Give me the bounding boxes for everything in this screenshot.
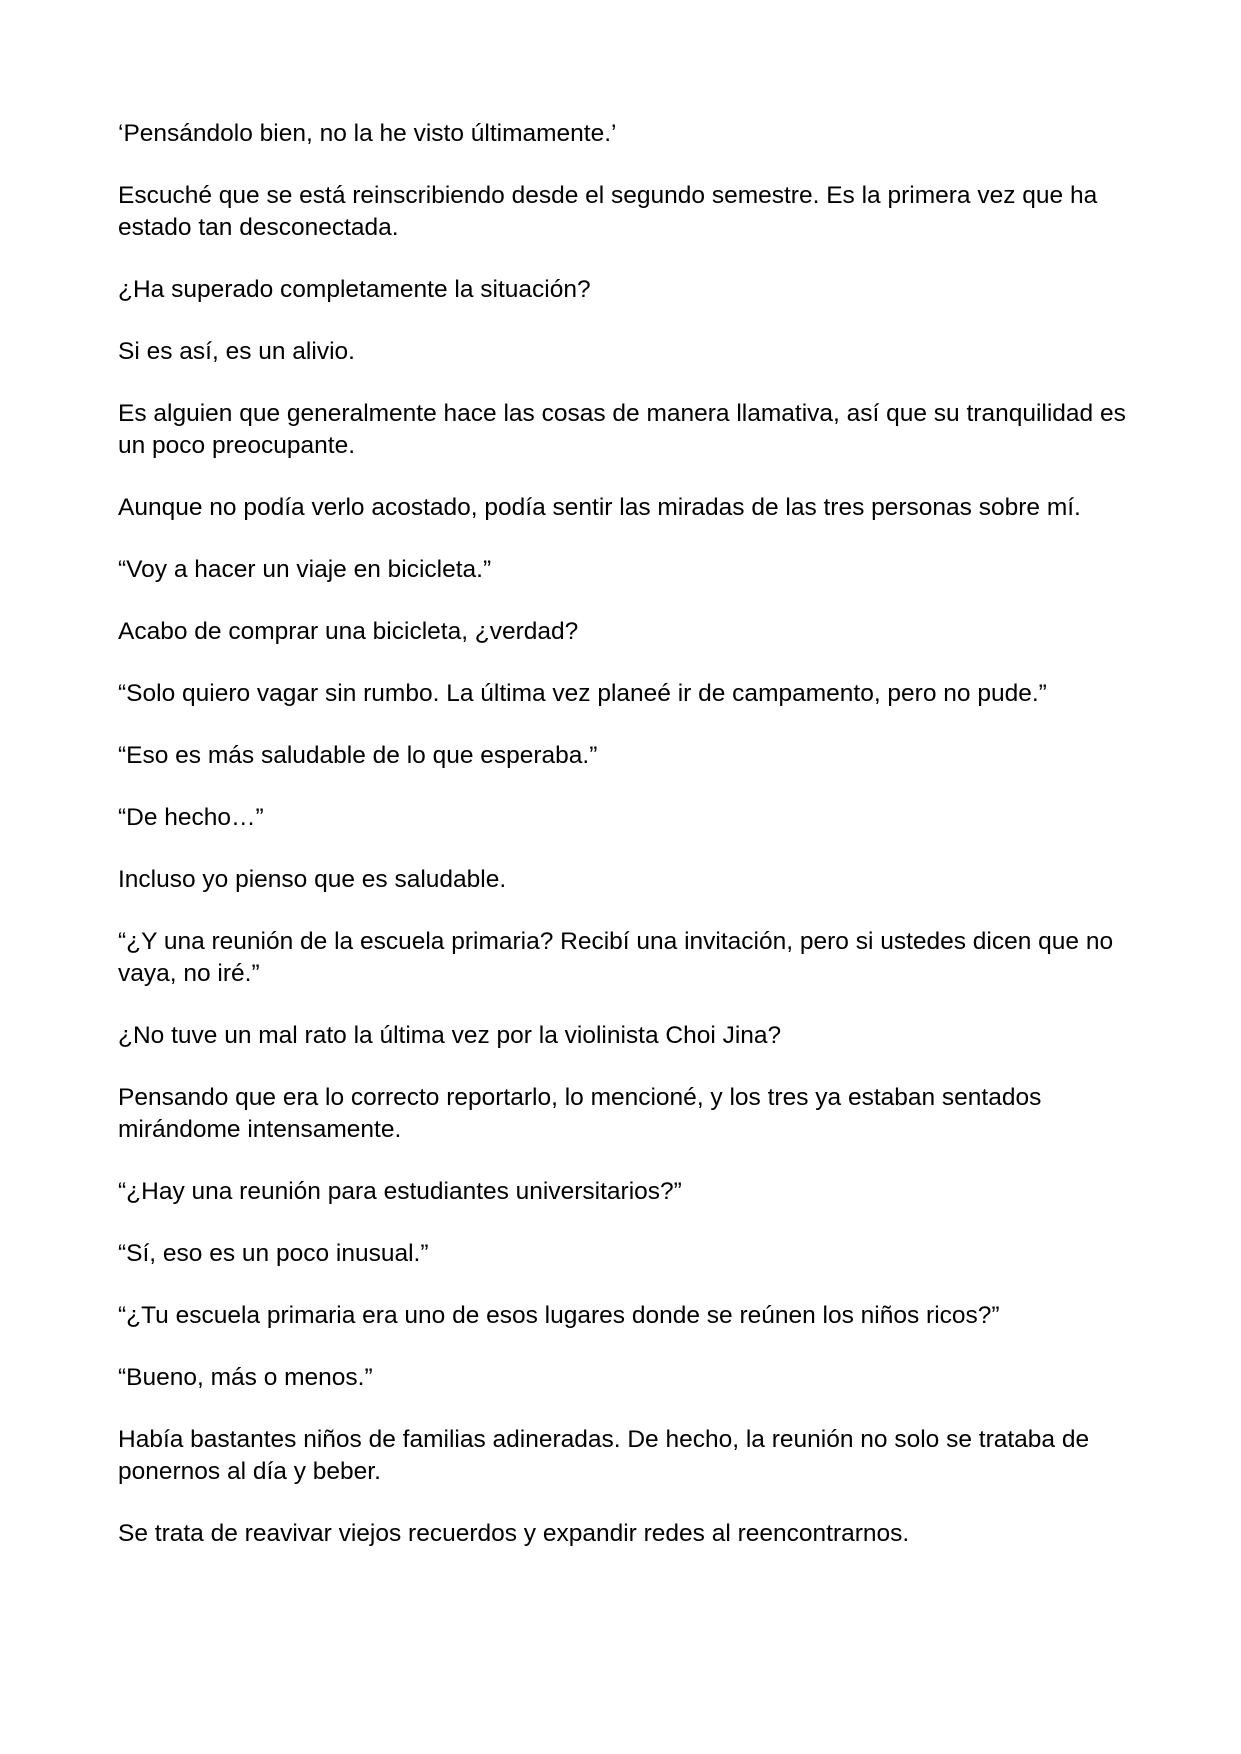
paragraph: “Eso es más saludable de lo que esperaba.” (118, 742, 598, 769)
paragraph: Es alguien que generalmente hace las cosas de manera llamativa, así que su tranquilidad es un poco preocupante. (118, 400, 1126, 459)
paragraph: Acabo de comprar una bicicleta, ¿verdad? (118, 618, 579, 645)
paragraph: “¿Tu escuela primaria era uno de esos lugares donde se reúnen los niños ricos?” (118, 1302, 1000, 1329)
paragraph: “Sí, eso es un poco inusual.” (118, 1240, 429, 1267)
paragraph: Había bastantes niños de familias adineradas. De hecho, la reunión no solo se trataba de ponernos al día y beber. (118, 1426, 1090, 1485)
paragraph: Pensando que era lo correcto reportarlo, lo mencioné, y los tres ya estaban sentados mirándome intensamente. (118, 1084, 1042, 1143)
paragraph: ‘Pensándolo bien, no la he visto últimamente.’ (118, 120, 617, 147)
paragraph: “¿Y una reunión de la escuela primaria? Recibí una invitación, pero si ustedes dicen que no vaya, no iré.” (118, 928, 1114, 987)
paragraph: “Bueno, más o menos.” (118, 1364, 373, 1391)
paragraph: Escuché que se está reinscribiendo desde el segundo semestre. Es la primera vez que ha estado tan desconectada. (118, 182, 1098, 241)
paragraph: Aunque no podía verlo acostado, podía sentir las miradas de las tres personas sobre mí. (118, 494, 1081, 521)
paragraph: “Solo quiero vagar sin rumbo. La última vez planeé ir de campamento, pero no pude.” (118, 680, 1047, 707)
paragraph: “¿Hay una reunión para estudiantes universitarios?” (118, 1178, 682, 1205)
paragraph: ¿Ha superado completamente la situación? (118, 276, 591, 303)
paragraph: “Voy a hacer un viaje en bicicleta.” (118, 556, 492, 583)
paragraph: Se trata de reavivar viejos recuerdos y expandir redes al reencontrarnos. (118, 1520, 910, 1547)
document-body (118, 118, 1128, 1580)
paragraph: ¿No tuve un mal rato la última vez por la violinista Choi Jina? (118, 1022, 782, 1049)
paragraph: “De hecho…” (118, 804, 264, 831)
paragraph: Incluso yo pienso que es saludable. (118, 866, 507, 893)
paragraph: Si es así, es un alivio. (118, 338, 355, 365)
